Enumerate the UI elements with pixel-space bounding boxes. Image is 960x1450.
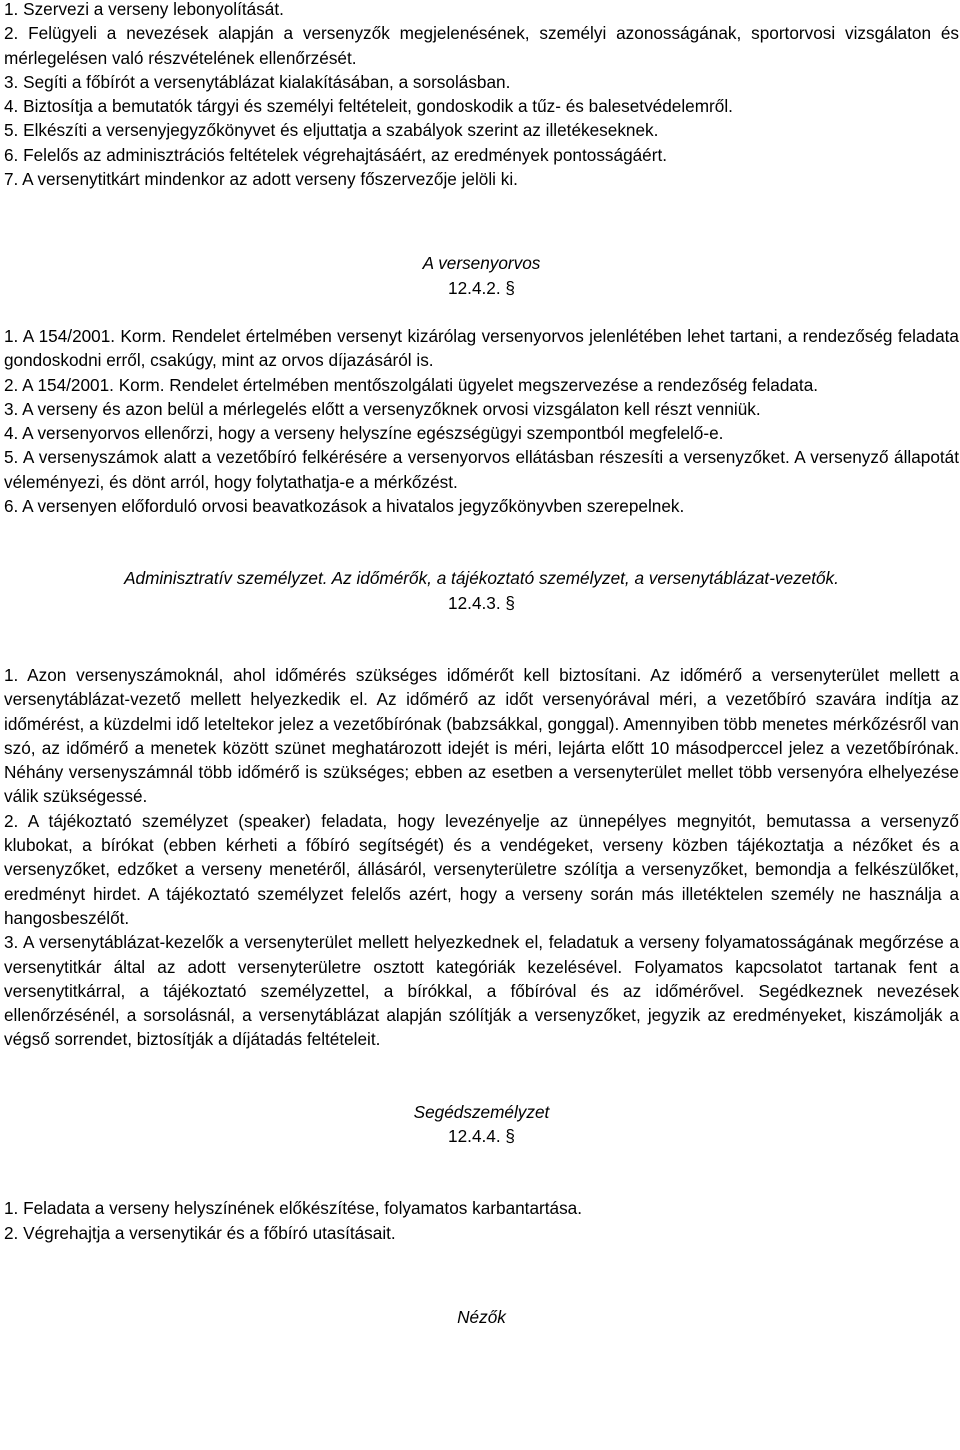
list-item: 4. Biztosítja a bemutatók tárgyi és személyi feltételeit, gondoskodik a tűz- és balesetvédelemről. xyxy=(4,96,733,117)
spacer xyxy=(4,518,959,566)
list-item: 5. Elkészíti a versenyjegyzőkönyvet és eljuttatja a szabályok szerint az illetékeseknek. xyxy=(4,120,659,141)
list-item: 3. Segíti a főbírót a versenytáblázat kialakításában, a sorsolásban. xyxy=(4,71,511,92)
doctor-rules-list xyxy=(4,324,959,518)
section-number-admin: 12.4.3. § xyxy=(448,592,515,613)
list-item: 1. Szervezi a verseny lebonyolítását. xyxy=(4,0,284,19)
section-heading-doctor: A versenyorvos xyxy=(422,253,541,274)
document-page xyxy=(4,0,959,1329)
list-item: 7. A versenytitkárt mindenkor az adott verseny főszervezője jelöli ki. xyxy=(4,169,518,190)
list-item: 6. A versenyen előforduló orvosi beavatkozások a hivatalos jegyzőkönyvben szerepelnek. xyxy=(4,496,685,517)
spacer xyxy=(4,1148,959,1196)
list-item: 3. A versenytáblázat-kezelők a versenyterület mellett helyezkednek el, feladatuk a verseny folyamatosságának megőrzése a versenytitkár által az adott versenyterületre osztott kategóriák kezelésével. Folyamatos kapcsolatot tartanak fent a versenytitkárral, a tájékoztató személyzettel, a bírókkal, a főbíróval és az időmérővel. Segédkeznek nevezések ellenőrzésénél, a sorsolásnál, a versenytáblázat alapján szólítják a versenyzőket, jegyzik az eredményeket, kiszámolják a végső sorrendet, biztosítják a díjátadás feltételeit. xyxy=(4,932,959,1050)
spacer xyxy=(4,615,959,663)
assistant-rules-list xyxy=(4,1196,959,1245)
list-item: 2. Végrehajtja a versenytikár és a főbíró utasításait. xyxy=(4,1222,396,1243)
section-heading-admin: Adminisztratív személyzet. Az időmérők, a tájékoztató személyzet, a versenytáblázat-vezetők. xyxy=(124,568,839,589)
list-item: 2. A 154/2001. Korm. Rendelet értelmében mentőszolgálati ügyelet megszervezése a rendezőség feladata. xyxy=(4,374,819,395)
list-item: 1. Feladata a verseny helyszínének előkészítése, folyamatos karbantartása. xyxy=(4,1198,583,1219)
list-item: 4. A versenyorvos ellenőrzi, hogy a verseny helyszíne egészségügyi szempontból megfelelő-e. xyxy=(4,423,724,444)
spacer xyxy=(4,1052,959,1100)
section-heading-assistant: Segédszemélyzet xyxy=(413,1101,550,1122)
section-number-doctor: 12.4.2. § xyxy=(448,277,515,298)
section-heading-spectators: Nézők xyxy=(457,1306,506,1327)
list-item: 2. Felügyeli a nevezések alapján a versenyzők megjelenésének, személyi azonosságának, sportorvosi vizsgálaton és mérlegelésen való részvételének ellenőrzését. xyxy=(4,23,959,68)
list-item: 1. A 154/2001. Korm. Rendelet értelmében versenyt kizárólag versenyorvos jelenlétében lehet tartani, a rendezőség feladata gondoskodni erről, csakúgy, mint az orvos díjazásáról is. xyxy=(4,325,959,371)
list-item: 1. Azon versenyszámoknál, ahol időmérés szükséges időmérőt kell biztosítani. Az időmérő a versenyterület mellett a versenytáblázat-vezető mellett helyezkedik el. Az időmérő az időt versenyórával méri, a vezetőbíró szavára indítja az időmérést, a küzdelmi idő leteltekor jelez a vezetőbírónak (babzsákkal, gonggal). Amennyiben több menetes mérkőzésről van szó, az időmérő a menetek között szünet meghatározott idejét is méri, lejárta előtt 10 másodperccel jelez a vezetőbírónak. Néhány versenyszámnál több időmérő is szükséges; ebben az esetben a versenyterület mellet több versenyóra elhelyezése válik szükségessé. xyxy=(4,664,959,807)
list-item: 3. A verseny és azon belül a mérlegelés előtt a versenyzőknek orvosi vizsgálaton kell részt venniük. xyxy=(4,398,761,419)
list-item: 5. A versenyszámok alatt a vezetőbíró felkérésére a versenyorvos ellátásban részesíti a versenyzőket. A versenyző állapotát véleményezi, és dönt arról, hogy folytathatja-e a mérkőzést. xyxy=(4,447,959,492)
organizer-duties-list xyxy=(4,0,959,191)
spacer xyxy=(4,1245,959,1305)
admin-rules-list xyxy=(4,663,959,1052)
section-number-assistant: 12.4.4. § xyxy=(448,1125,515,1146)
spacer xyxy=(4,300,959,324)
list-item: 6. Felelős az adminisztrációs feltételek végrehajtásáért, az eredmények pontosságáért. xyxy=(4,144,668,165)
spacer xyxy=(4,191,959,251)
list-item: 2. A tájékoztató személyzet (speaker) feladata, hogy levezényelje az ünnepélyes megnyitót, bemutassa a versenyző klubokat, a bírókat (ebben kérheti a főbíró segítségét) és a vendégeket, verseny közben tájékoztatja a nézőket és a versenyzőket, edzőket a verseny menetéről, állásáról, versenyterületre szólítja a versenyzőket, bemondja a felkészülőket, eredményt hirdet. A tájékoztató személyzet felelős azért, hogy a verseny során más illetéktelen személy ne használja a hangosbeszélőt. xyxy=(4,810,959,928)
